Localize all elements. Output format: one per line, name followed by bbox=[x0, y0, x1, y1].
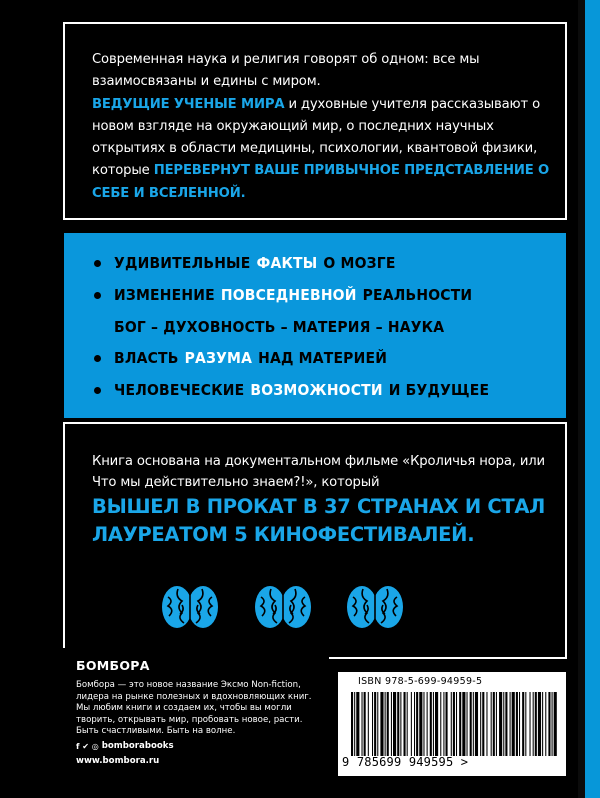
feature-highlight: ФАКТЫ bbox=[256, 254, 318, 272]
intro-highlight-2: ПЕРЕВЕРНУТ ВАШЕ ПРИВЫЧНОЕ ПРЕДСТАВЛЕНИЕ О СЕБЕ И ВСЕЛЕННОЙ. bbox=[92, 163, 550, 201]
bullet-icon bbox=[94, 260, 101, 267]
bullet-icon bbox=[94, 355, 101, 362]
feature-text: БОГ – ДУХОВНОСТЬ – МАТЕРИЯ – НАУКА bbox=[114, 318, 445, 336]
feature-text: ВЛАСТЬ bbox=[114, 349, 179, 367]
isbn-label: ISBN 978-5-699-94959-5 bbox=[358, 676, 483, 687]
brain-icon bbox=[345, 583, 405, 633]
publisher-description: Бомбора — это новое название Эксмо Non-fiction, лидера на рынке полезных и вдохновляющих книг. Мы любим книги и создаем их, чтобы вы могли творить, открывать мир, пробовать новое, расти. Быть счастливыми. Быть на волне. bbox=[76, 680, 312, 736]
social-icons: f ✔ ◎ bbox=[76, 741, 99, 751]
feature-item bbox=[94, 248, 564, 278]
feature-item bbox=[94, 375, 564, 405]
spine-edge bbox=[585, 0, 600, 798]
description-highlight: ВЫШЕЛ В ПРОКАТ В 37 СТРАНАХ И СТАЛ ЛАУРЕАТОМ 5 КИНОФЕСТИВАЛЕЙ. bbox=[92, 495, 546, 546]
feature-text: ИЗМЕНЕНИЕ bbox=[114, 286, 215, 304]
barcode-icon bbox=[349, 692, 557, 756]
intro-highlight-1: ВЕДУЩИЕ УЧЕНЫЕ МИРА bbox=[92, 96, 285, 112]
feature-text: ЧЕЛОВЕЧЕСКИЕ bbox=[114, 381, 245, 399]
brain-icon bbox=[253, 583, 313, 633]
feature-item bbox=[94, 343, 564, 373]
feature-highlight: ПОВСЕДНЕВНОЙ bbox=[220, 286, 357, 304]
feature-highlight: РАЗУМА bbox=[184, 349, 253, 367]
social-handle: bomborabooks bbox=[101, 741, 174, 751]
description-text: Книга основана на документальном фильме «Кроличья нора, или Что мы действительно знаем?!», который bbox=[92, 454, 545, 490]
barcode-digits: 9 785699 949595 > bbox=[342, 755, 469, 769]
spine-shadow bbox=[578, 0, 585, 798]
bullet-icon bbox=[94, 292, 101, 299]
publisher-name: БОМБОРА bbox=[76, 658, 150, 673]
feature-item bbox=[114, 312, 584, 342]
publisher-website: www.bombora.ru bbox=[76, 756, 160, 766]
bullet-icon bbox=[94, 387, 101, 394]
brain-icon bbox=[160, 583, 220, 633]
feature-text: НАД МАТЕРИЕЙ bbox=[258, 349, 388, 367]
intro-paragraph bbox=[92, 49, 562, 205]
publisher-social bbox=[76, 741, 174, 751]
feature-highlight: ВОЗМОЖНОСТИ bbox=[250, 381, 383, 399]
intro-text-2: и духовные учителя рассказывают о новом взгляде на окружающий мир, о последних научных открытиях в области медицины, психологии, квантовой физики, которые bbox=[92, 96, 541, 179]
feature-text: УДИВИТЕЛЬНЫЕ bbox=[114, 254, 251, 272]
intro-text-1: Современная наука и религия говорят об одном: все мы взаимосвязаны и едины с миром. bbox=[92, 52, 480, 90]
feature-text: И БУДУЩЕЕ bbox=[388, 381, 490, 399]
feature-text: РЕАЛЬНОСТИ bbox=[362, 286, 473, 304]
feature-item bbox=[94, 280, 564, 310]
description-paragraph bbox=[92, 451, 562, 549]
feature-text: О МОЗГЕ bbox=[323, 254, 396, 272]
